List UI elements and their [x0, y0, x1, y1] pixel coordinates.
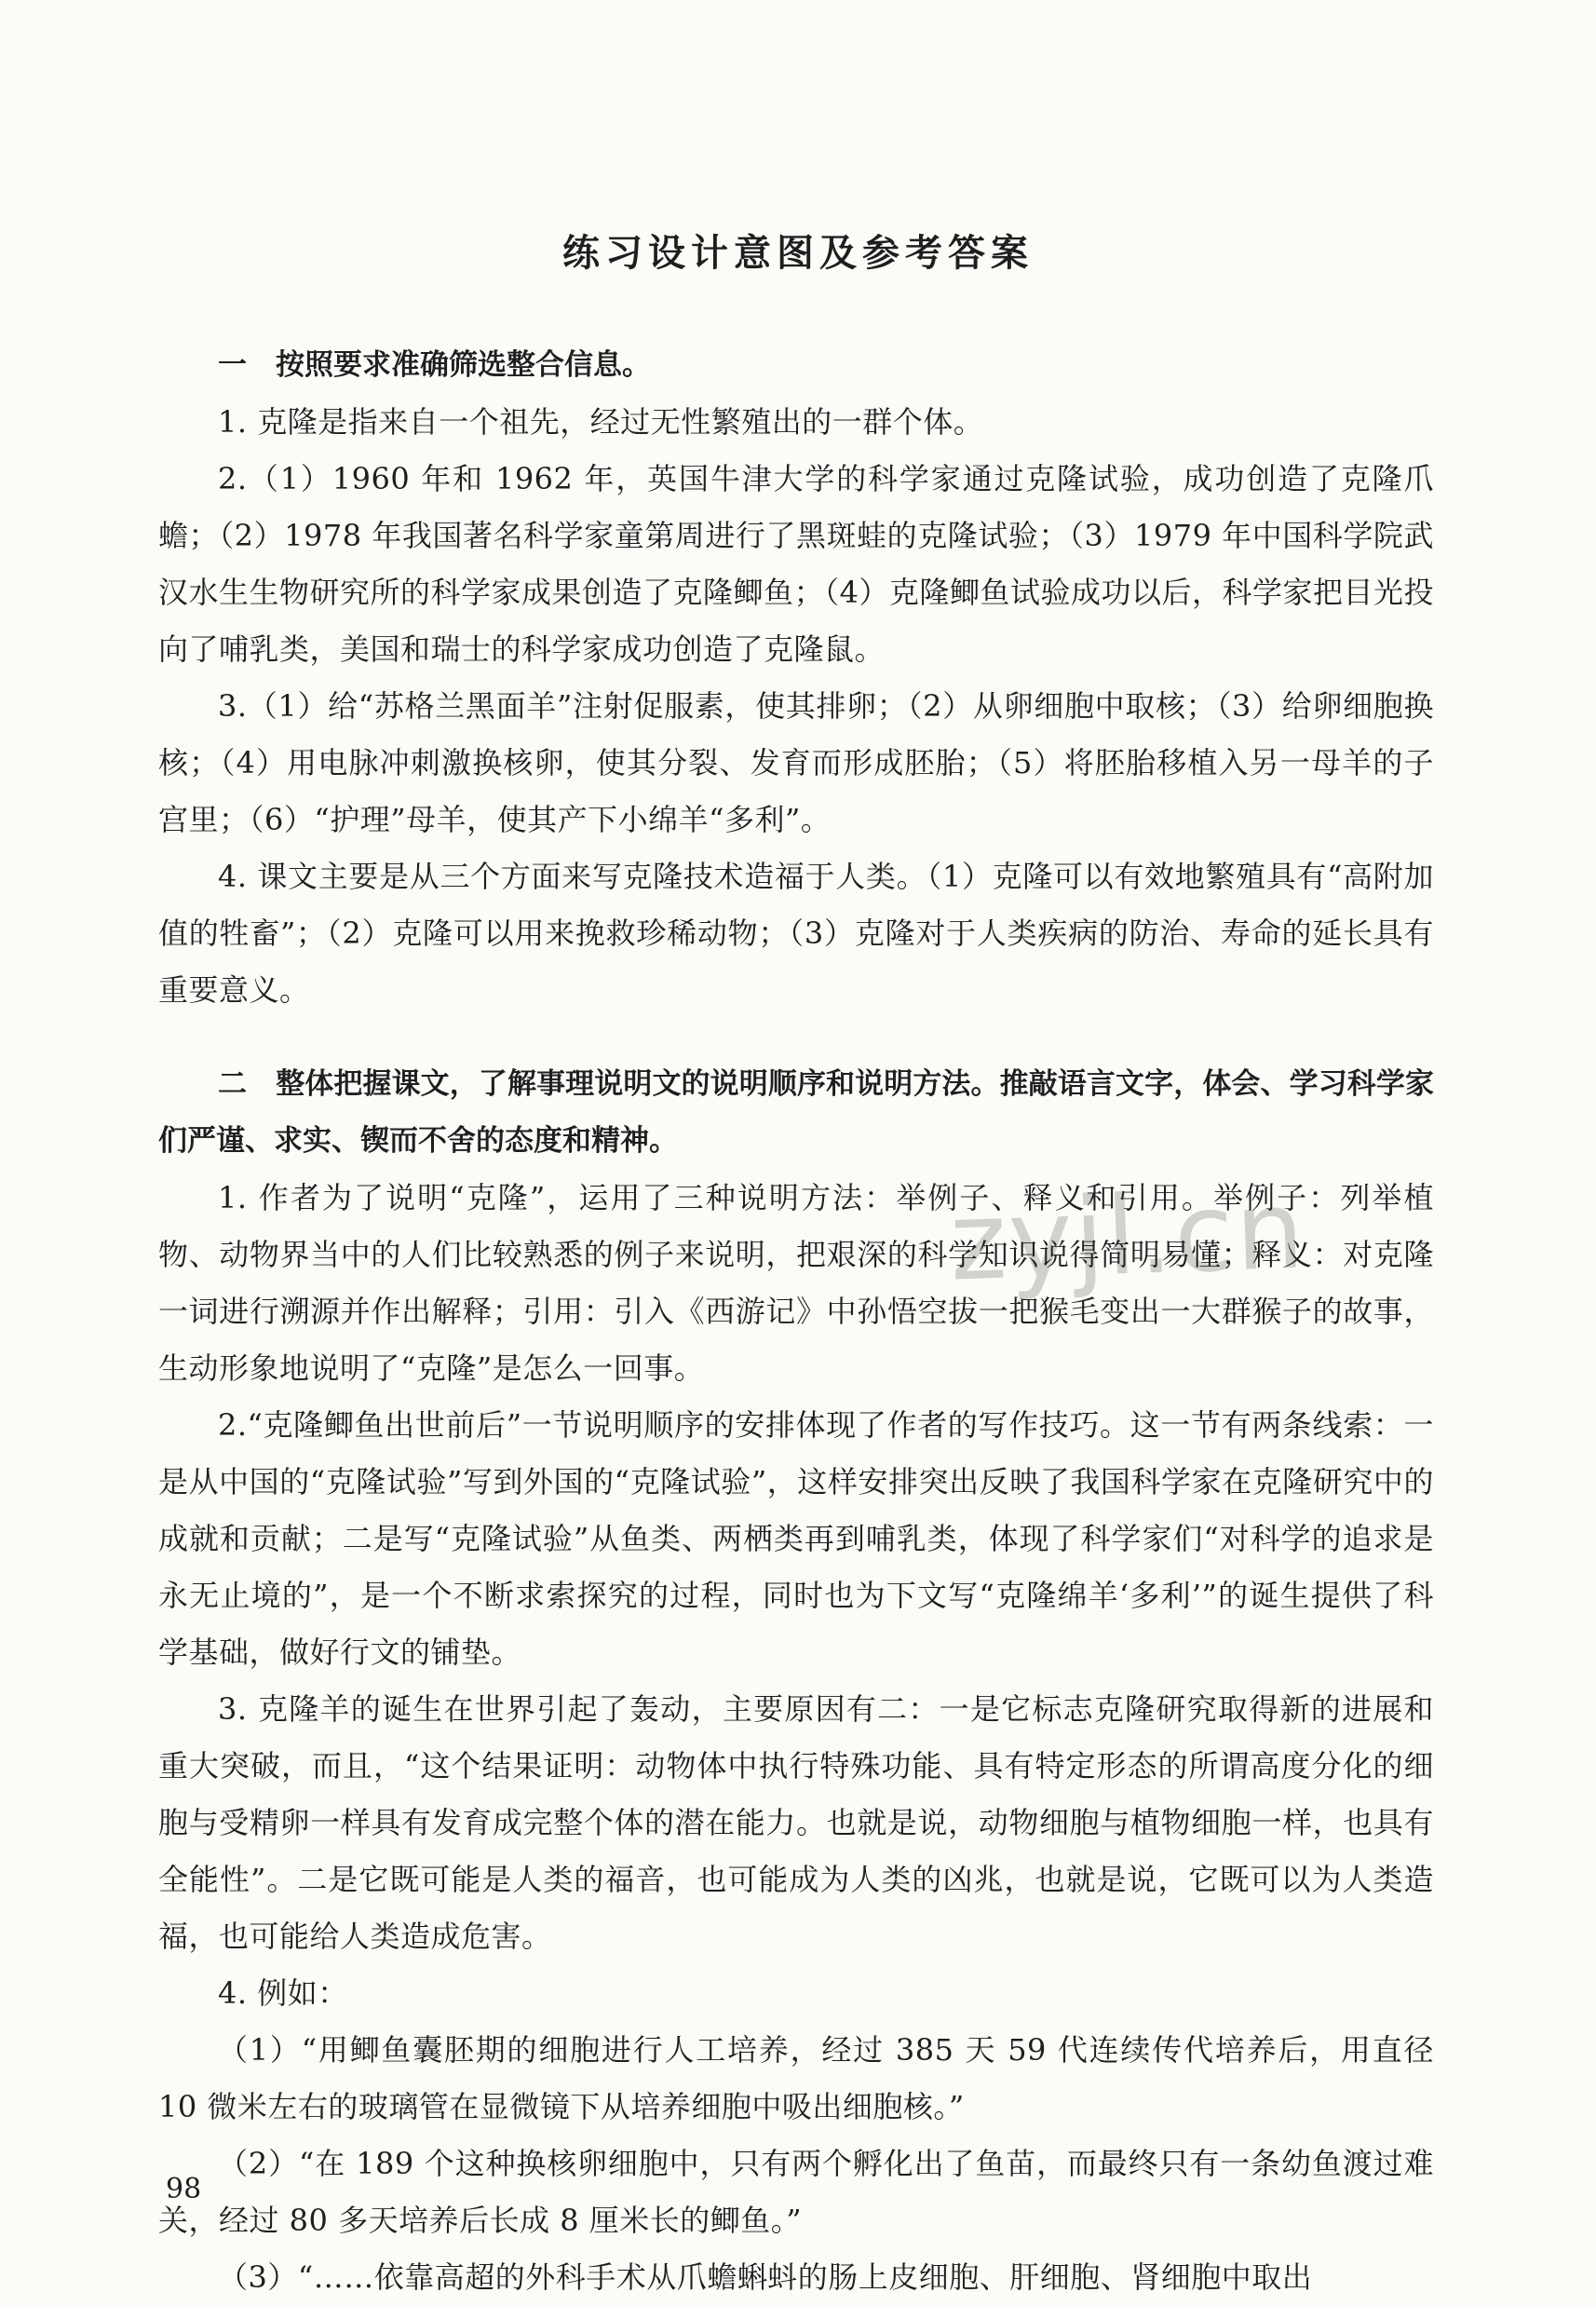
section-2-paragraph: （1）“用鲫鱼囊胚期的细胞进行人工培养，经过 385 天 59 代连续传代培养后，用直径 10 微米左右的玻璃管在显微镜下从培养细胞中吸出细胞核。” — [158, 2032, 1434, 2124]
section-1-paragraph: 1. 克隆是指来自一个祖先，经过无性繁殖出的一群个体。 — [218, 404, 984, 440]
section-1-paragraph: 2.（1）1960 年和 1962 年，英国牛津大学的科学家通过克隆试验，成功创造了克隆爪蟾；（2）1978 年我国著名科学家童第周进行了黑斑蛙的克隆试验；（3）1979 年中国科学院武汉水生生物研究所的科学家成果创造了克隆鲫鱼；（4）克隆鲫鱼试验成功以后，科学家把目光投向了哺乳类，美国和瑞士的科学家成功创造了克隆鼠。 — [158, 461, 1434, 667]
section-2-paragraph: 4. 例如： — [218, 1975, 348, 2011]
section-spacer — [158, 1019, 1434, 1056]
section-1-heading: 一 按照要求准确筛选整合信息。 — [218, 348, 651, 382]
section-1-paragraph: 3.（1）给“苏格兰黑面羊”注射促服素，使其排卵；（2）从卵细胞中取核；（3）给卵细胞换核；（4）用电脉冲刺激换核卵，使其分裂、发育而形成胚胎；（5）将胚胎移植入另一母羊的子宫里；（6）“护理”母羊，使其产下小绵羊“多利”。 — [158, 688, 1434, 837]
section-1-paragraph: 4. 课文主要是从三个方面来写克隆技术造福于人类。（1）克隆可以有效地繁殖具有“高附加值的牲畜”；（2）克隆可以用来挽救珍稀动物；（3）克隆对于人类疾病的防治、寿命的延长具有重要意义。 — [158, 859, 1434, 1008]
watermark: zyjl.cn — [947, 1167, 1308, 1306]
page-number: 98 — [166, 2173, 202, 2205]
section-2-paragraph: （2）“在 189 个这种换核卵细胞中，只有两个孵化出了鱼苗，而最终只有一条幼鱼渡过难关，经过 80 多天培养后长成 8 厘米长的鲫鱼。” — [158, 2146, 1434, 2238]
section-2-paragraph: （3）“……依靠高超的外科手术从爪蟾蝌蚪的肠上皮细胞、肝细胞、肾细胞中取出 — [218, 2259, 1313, 2295]
page-title: 练习设计意图及参考答案 — [562, 232, 1034, 275]
document-body — [158, 337, 1434, 2306]
section-2-paragraph: 3. 克隆羊的诞生在世界引起了轰动，主要原因有二：一是它标志克隆研究取得新的进展和重大突破，而且，“这个结果证明：动物体中执行特殊功能、具有特定形态的所谓高度分化的细胞与受精卵一样具有发育成完整个体的潜在能力。也就是说，动物细胞与植物细胞一样，也具有全能性”。二是它既可能是人类的福音，也可能成为人类的凶兆，也就是说，它既可以为人类造福，也可能给人类造成危害。 — [158, 1691, 1434, 1954]
section-2-heading: 二 整体把握课文，了解事理说明文的说明顺序和说明方法。推敲语言文字，体会、学习科学家们严谨、求实、锲而不舍的态度和精神。 — [158, 1067, 1434, 1158]
section-2-paragraph: 1. 作者为了说明“克隆”，运用了三种说明方法：举例子、释义和引用。举例子：列举植物、动物界当中的人们比较熟悉的例子来说明，把艰深的科学知识说得简明易懂；释义：对克隆一词进行溯源并作出解释；引用：引入《西游记》中孙悟空拔一把猴毛变出一大群猴子的故事，生动形象地说明了“克隆”是怎么一回事。 — [158, 1180, 1434, 1386]
section-2-paragraph: 2.“克隆鲫鱼出世前后”一节说明顺序的安排体现了作者的写作技巧。这一节有两条线索：一是从中国的“克隆试验”写到外国的“克隆试验”，这样安排突出反映了我国科学家在克隆研究中的成就和贡献；二是写“克隆试验”从鱼类、两栖类再到哺乳类，体现了科学家们“对科学的追求是永无止境的”，是一个不断求索探究的过程，同时也为下文写“克隆绵羊‘多利’”的诞生提供了科学基础，做好行文的铺垫。 — [158, 1407, 1434, 1670]
